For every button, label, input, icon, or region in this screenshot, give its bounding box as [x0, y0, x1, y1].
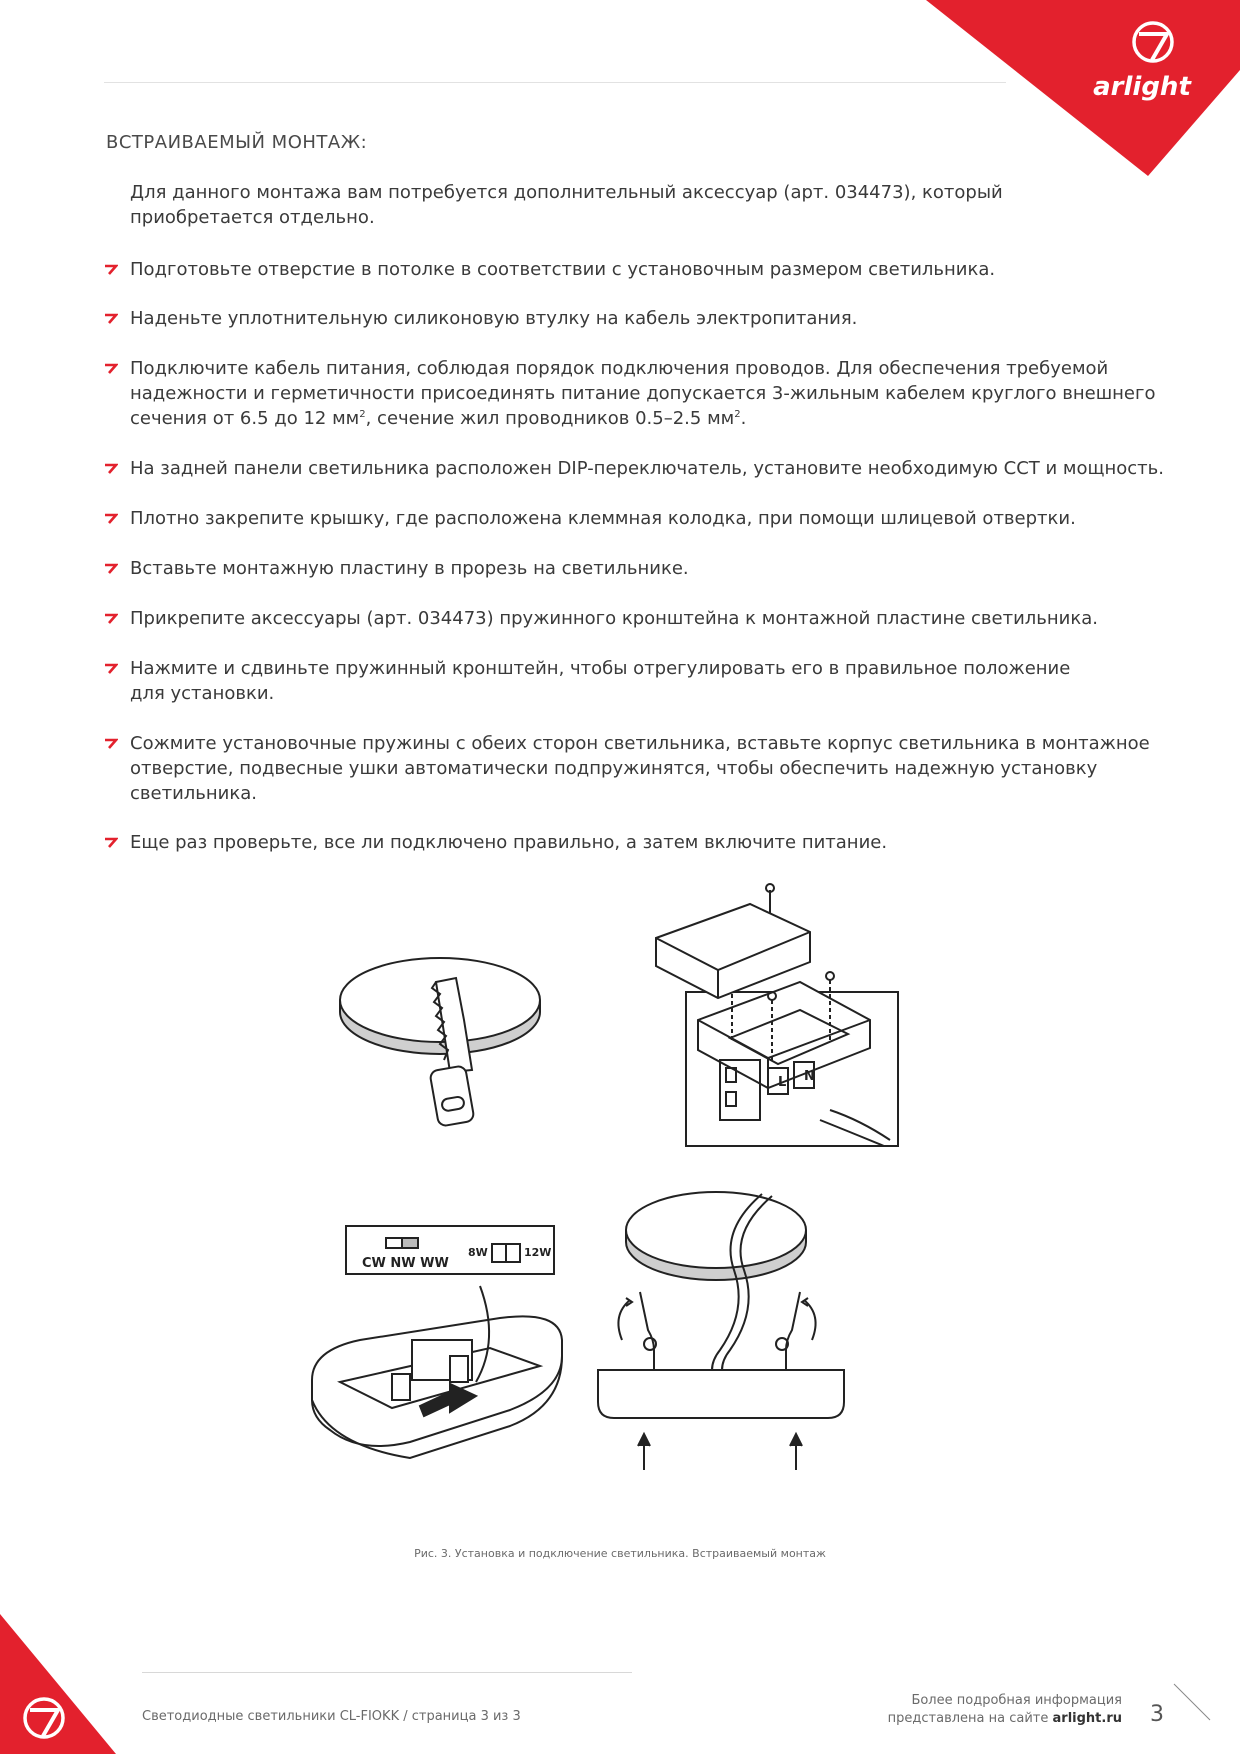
footer-info-line: Более подробная информация: [911, 1693, 1122, 1708]
bullet-arrow-icon: [104, 312, 118, 324]
website-link[interactable]: arlight.ru: [1052, 1711, 1122, 1726]
header-divider: [104, 82, 1006, 83]
footer-info-prefix: представлена на сайте: [887, 1711, 1049, 1726]
bullet-arrow-icon: [104, 562, 118, 574]
bullet-arrow-icon: [104, 612, 118, 624]
footer-document-info: Светодиодные светильники CL-FIOKK / страница 3 из 3: [142, 1709, 521, 1724]
step-text: Плотно закрепите крышку, где расположена клеммная колодка, при помощи шлицевой отвертки.: [130, 508, 1076, 529]
list-item: [130, 830, 1190, 855]
terminal-label-n: N: [804, 1069, 815, 1084]
step-text: Еще раз проверьте, все ли подключено правильно, а затем включите питание.: [130, 832, 888, 853]
step-text: Наденьте уплотнительную силиконовую втулку на кабель электропитания.: [130, 308, 858, 329]
dip-power-low-label: 8W: [468, 1246, 488, 1259]
step-text: Подготовьте отверстие в потолке в соответствии с установочным размером светильника.: [130, 259, 996, 280]
list-item: [130, 356, 1160, 431]
arlight-logo-text: arlight: [1093, 72, 1191, 102]
dip-switch-drawing: [346, 1226, 554, 1274]
step-text: На задней панели светильника расположен DIP-переключатель, установите необходимую CCT и мощность.: [130, 458, 1164, 479]
footer-info-line: [888, 1710, 1122, 1728]
step-text: Вставьте монтажную пластину в прорезь на светильнике.: [130, 558, 689, 579]
brand-corner-bottom: [0, 1614, 120, 1754]
list-item: [130, 556, 1190, 581]
bullet-arrow-icon: [104, 836, 118, 848]
section-title: ВСТРАИВАЕМЫЙ МОНТАЖ:: [106, 132, 368, 153]
step-text: , сечение жил проводников 0.5–2.5 мм: [365, 408, 735, 429]
step-text: .: [740, 408, 747, 429]
list-item: [130, 656, 1090, 706]
step-text: Нажмите и сдвиньте пружинный кронштейн, чтобы отрегулировать его в правильное положение для установки.: [130, 658, 1071, 704]
footer-website-info: [888, 1692, 1122, 1728]
figure-caption: Рис. 3. Установка и подключение светильника. Встраиваемый монтаж: [414, 1547, 826, 1560]
list-item: [130, 731, 1160, 806]
luminaire-mounting-plate-drawing: [312, 1286, 562, 1458]
superscript: 2: [734, 409, 741, 420]
intro-paragraph: Для данного монтажа вам потребуется дополнительный аксессуар (арт. 034473), который приобретается отдельно.: [130, 182, 1003, 228]
list-item: [130, 456, 1190, 481]
list-item: [130, 257, 1190, 282]
bullet-arrow-icon: [104, 362, 118, 374]
list-item: [130, 506, 1190, 531]
footer-divider: [142, 1672, 632, 1673]
list-item: [130, 606, 1190, 631]
page-number-slash: [1172, 1682, 1212, 1722]
bullet-arrow-icon: [104, 512, 118, 524]
bullet-arrow-icon: [104, 737, 118, 749]
brand-corner-top: [920, 0, 1240, 176]
page-number: 3: [1150, 1702, 1164, 1727]
superscript: 2: [359, 409, 366, 420]
terminal-block-drawing: [656, 884, 898, 1146]
installation-figure: [300, 870, 960, 1520]
bullet-arrow-icon: [104, 662, 118, 674]
bullet-arrow-icon: [104, 263, 118, 275]
bullet-arrow-icon: [104, 462, 118, 474]
step-text: Прикрепите аксессуары (арт. 034473) пружинного кронштейна к монтажной пластине светильника.: [130, 608, 1098, 629]
dip-power-high-label: 12W: [524, 1246, 552, 1259]
spring-clip-installation-drawing: [598, 1192, 844, 1470]
step-text: Подключите кабель питания, соблюдая порядок подключения проводов. Для обеспечения требуемой надежности и герметичности присоединять питание допускается 3-жильным кабелем круглого внешнего сечения от 6.5 до 12 мм: [130, 358, 1156, 429]
step-text: Сожмите установочные пружины с обеих сторон светильника, вставьте корпус светильника в монтажное отверстие, подвесные ушки автоматически подпружинятся, чтобы обеспечить надежную установку светильника.: [130, 733, 1150, 804]
ceiling-cutout-saw-drawing: [340, 958, 540, 1127]
list-item: [130, 306, 1190, 331]
terminal-label-l: L: [778, 1075, 787, 1090]
dip-cct-label: CW NW WW: [362, 1256, 449, 1271]
